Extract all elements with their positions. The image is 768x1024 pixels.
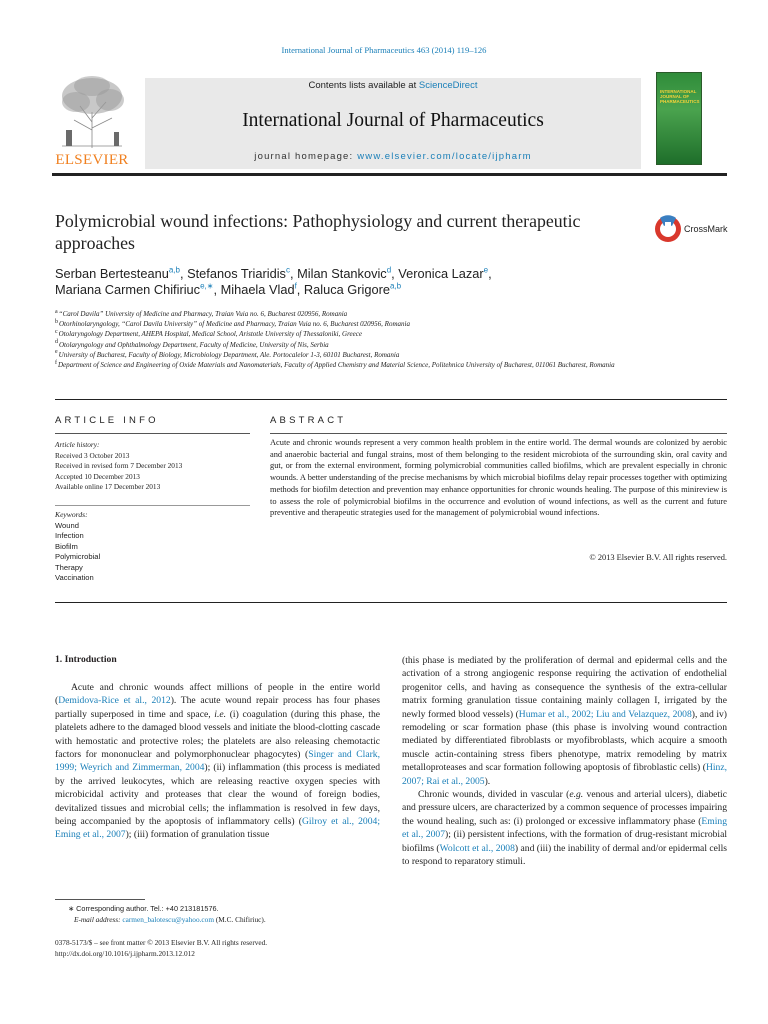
affiliation-mark: a (55, 308, 58, 315)
author-name: Mariana Carmen Chifiriuc (55, 282, 201, 297)
emphasis: e.g. (569, 789, 584, 801)
cover-title: INTERNATIONAL JOURNAL OF PHARMACEUTICS (660, 89, 700, 104)
sciencedirect-link[interactable]: ScienceDirect (418, 80, 478, 91)
section-heading-introduction: 1. Introduction (55, 654, 117, 665)
keyword: Therapy (55, 562, 83, 572)
reference-link[interactable]: Gilroy et al., 2004; Eming et al., 2007 (55, 816, 380, 841)
history-label: Article history: (55, 440, 100, 449)
contents-prefix: Contents lists available at (308, 80, 419, 91)
crossmark-badge[interactable] (654, 214, 734, 244)
keyword: Biofilm (55, 541, 78, 551)
affiliation-text: Otolaryngology Department, AHEPA Hospital, Medical School, Aristotle University of Thessaloniki, Greece (58, 330, 362, 339)
elsevier-tree-logo (52, 72, 132, 168)
author-separator: , (391, 266, 399, 281)
crossmark-label: CrossMark (684, 224, 728, 234)
affiliation-marker[interactable]: a,b (168, 265, 180, 275)
body-paragraph: Acute and chronic wounds affect millions of people in the entire world (Demidova-Rice et al., 2012). The acute wound repair process has four phases partially superposed in time and space, i.e. (i) coagulation (during this phase, the platelets adhere to the damaged blood vessels and initiate the blood-clotting cascade with hemostatic and protective roles; the platelets are also releasing chemotactic factors for mononuclear and polymorphonuclear phagocytes) (Singer and Clark, 1999; Weyrich and Zimmerman, 2004); (ii) inflammation (this process is mediated by the arrived leukocytes, which are releasing reactive oxygen species with microbicidal activity and proteases that clear the wound of foreign bodies, devitalized tissues and microbial cells; the inflammation is resolved in few days, being accompanied by the apoptosis of inflammatory cells) (Gilroy et al., 2004; Eming et al., 2007); (iii) formation of granulation tissue (55, 682, 380, 841)
divider (55, 433, 250, 434)
body-paragraph: Chronic wounds, divided in vascular (e.g. venous and arterial ulcers), diabetic and pressure ulcers, are characterized by a common sequence of processes impairing the wound healing, such as: (i) prolonged or excessive inflammatory phase (Eming et al., 2007); (ii) persistent infections, with the formation of drug-resistant microbial biofilms (Wolcott et al., 2008) and (iii) the inability of dermal and/or epidermal cells to respond to reparatory stimuli. (402, 789, 727, 868)
reference-link[interactable]: Hinz, 2007; Rai et al., 2005 (402, 762, 727, 787)
divider (55, 399, 727, 400)
homepage-line (145, 151, 641, 162)
body-right-column (402, 654, 727, 869)
abstract-heading: ABSTRACT (270, 415, 347, 426)
divider (55, 602, 727, 603)
divider (55, 505, 250, 506)
affiliation-marker[interactable]: f (294, 281, 297, 291)
author-name: Stefanos Triaridis (187, 266, 286, 281)
affiliation-mark: c (55, 329, 58, 336)
author-separator: , (179, 266, 188, 281)
affiliation (55, 329, 725, 339)
affiliation-mark: d (55, 339, 58, 346)
affiliation-mark: f (55, 359, 57, 366)
crossmark-icon (654, 214, 682, 244)
author-name: Mihaela Vlad (220, 282, 295, 297)
keyword: Vaccination (55, 573, 94, 582)
author-separator: , (296, 282, 304, 297)
affiliation-text: Department of Science and Engineering of Oxide Materials and Nanomaterials, Faculty of Applied Chemistry and Material Science, Politehnica University of Bucharest, 011061 Bucharest, Romania (58, 361, 615, 370)
email-label: E-mail address: (74, 915, 123, 924)
body-paragraph: (this phase is mediated by the proliferation of dermal and epidermal cells and the activation of a strong angiogenic response requiring the activation of endothelial progenitor cells, and having as consequence the synthesis of the extra-cellular matrix forming granulation tissue containing mainly collagen I, irrigated by the newly formed blood vessels) (Humar et al., 2002; Liu and Velazquez, 2008), and iv) remodeling or scar formation phase (this phase is involving wound contraction mediated by differentiated fibroblasts or myofibroblasts, which acquire a smooth muscle actin-containing stress fibers phenotype, matrix remodeling by matrix metalloproteases and scar formation following apoptosis of fibroblastic cells) (Hinz, 2007; Rai et al., 2005). (402, 655, 727, 787)
author-separator: , (213, 282, 221, 297)
keywords (55, 510, 245, 584)
journal-citation[interactable]: International Journal of Pharmaceutics 463 (2014) 119–126 (281, 45, 487, 55)
affiliation-mark: e (55, 349, 58, 356)
affiliation (55, 319, 725, 329)
homepage-link[interactable]: www.elsevier.com/locate/ijpharm (357, 151, 532, 162)
contents-line (145, 80, 641, 91)
author-separator: , (488, 266, 492, 281)
affiliation-marker[interactable]: d (386, 265, 392, 275)
affiliation-text: University of Bucharest, Faculty of Biology, Microbiology Department, Ale. Portocalelor 1-3, 60101 Bucharest, Romania (58, 350, 400, 359)
email-note (74, 915, 404, 926)
affiliation (55, 360, 725, 370)
affiliation-list (55, 309, 725, 370)
affiliation (55, 340, 725, 350)
email-suffix: (M.C. Chifiriuc). (214, 915, 266, 924)
author-name: Veronica Lazar (398, 266, 484, 281)
publisher-name: ELSEVIER (55, 152, 129, 168)
affiliation-marker[interactable]: e (483, 265, 489, 275)
affiliation-text: Otorhinolaryngology, “Carol Davila University” of Medicine and Pharmacy, Traian Vuia no. 6, Bucharest 020956, Romania (59, 320, 410, 329)
reference-link[interactable]: Singer and Clark, 1999; Weyrich and Zimmerman, 2004 (55, 749, 380, 774)
affiliation-marker[interactable]: a,b (389, 281, 402, 291)
homepage-prefix: journal homepage: (254, 151, 358, 162)
history-date: Accepted 10 December 2013 (55, 471, 140, 481)
corresponding-author-note: ∗ Corresponding author. Tel.: +40 213181576. (68, 904, 219, 913)
reference-link[interactable]: Eming et al., 2007 (402, 815, 727, 841)
abstract-copyright: © 2013 Elsevier B.V. All rights reserved. (589, 553, 727, 562)
affiliation-marker[interactable]: e,∗ (200, 281, 214, 291)
history-list (55, 451, 245, 493)
divider (270, 433, 727, 434)
journal-banner (145, 78, 641, 169)
reference-link[interactable]: Wolcott et al., 2008 (439, 842, 515, 854)
affiliation-marker[interactable]: c (285, 265, 290, 275)
affiliation (55, 350, 725, 360)
reference-link[interactable]: Humar et al., 2002; Liu and Velazquez, 2008 (518, 708, 692, 720)
affiliation-text: “Carol Davila” University of Medicine and Pharmacy, Traian Vuia no. 6, Bucharest 020956, Romania (58, 310, 348, 318)
history-date: Received 3 October 2013 (55, 450, 130, 460)
issn-line: 0378-5173/$ – see front matter © 2013 Elsevier B.V. All rights reserved. (55, 938, 268, 947)
affiliation-text: Otolaryngology and Ophthalmology Department, Faculty of Medicine, University of Nis, Serbia (59, 340, 329, 349)
author-name: Raluca Grigore (303, 282, 390, 297)
masthead (52, 72, 727, 172)
article-history (55, 440, 245, 493)
body-left-column (55, 681, 380, 842)
affiliation (55, 309, 725, 319)
masthead-rule (52, 173, 727, 176)
keyword: Infection (55, 531, 84, 540)
affiliation-mark: b (55, 318, 58, 325)
journal-name: International Journal of Pharmaceutics (242, 110, 544, 131)
article-info-heading: ARTICLE INFO (55, 415, 159, 426)
emphasis: i.e. (214, 708, 227, 720)
keyword: Wound (55, 520, 79, 530)
keywords-label: Keywords: (55, 510, 88, 519)
reference-link[interactable]: Demidova-Rice et al., 2012 (58, 695, 171, 707)
keywords-list (55, 521, 245, 584)
author-name: Milan Stankovic (297, 266, 387, 281)
abstract-text: Acute and chronic wounds represent a very common health problem in the entire world. The dermal wounds are colonized by aerobic and anaerobic bacterial and fungal strains, most of them belonging to the resident microbiota of the surrounding skin, oral cavity and gut, or from the external environment, forming polymicrobial communities called biofilms, which are prevalent especially in chronic wounds. A better understanding of the precise mechanisms by which microbial biofilms delay repair processes together with optimizing methods for biofilm detection and prevention may enhance opportunities for chronic wounds healing. The purpose of this minireview is to assess the role of polymicrobial biofilms in the occurrence and evolution of wound infections, as well as the current and future preventive and therapeutic strategies used for the management of polymicrobial wound infections. (270, 438, 727, 518)
history-date: Received in revised form 7 December 2013 (55, 461, 183, 470)
article-title: Polymicrobial wound infections: Pathophysiology and current therapeutic approaches (55, 211, 581, 253)
doi-link[interactable]: http://dx.doi.org/10.1016/j.ijpharm.2013.12.012 (55, 949, 195, 958)
footnote-rule (55, 899, 145, 900)
journal-cover-thumbnail (656, 72, 702, 165)
history-date: Available online 17 December 2013 (55, 482, 161, 491)
keyword: Polymicrobial (55, 552, 101, 561)
author-separator: , (289, 266, 298, 281)
author-list (55, 266, 675, 298)
author-name: Serban Bertesteanu (55, 266, 169, 281)
email-link[interactable]: carmen_balotescu@yahoo.com (122, 915, 214, 924)
